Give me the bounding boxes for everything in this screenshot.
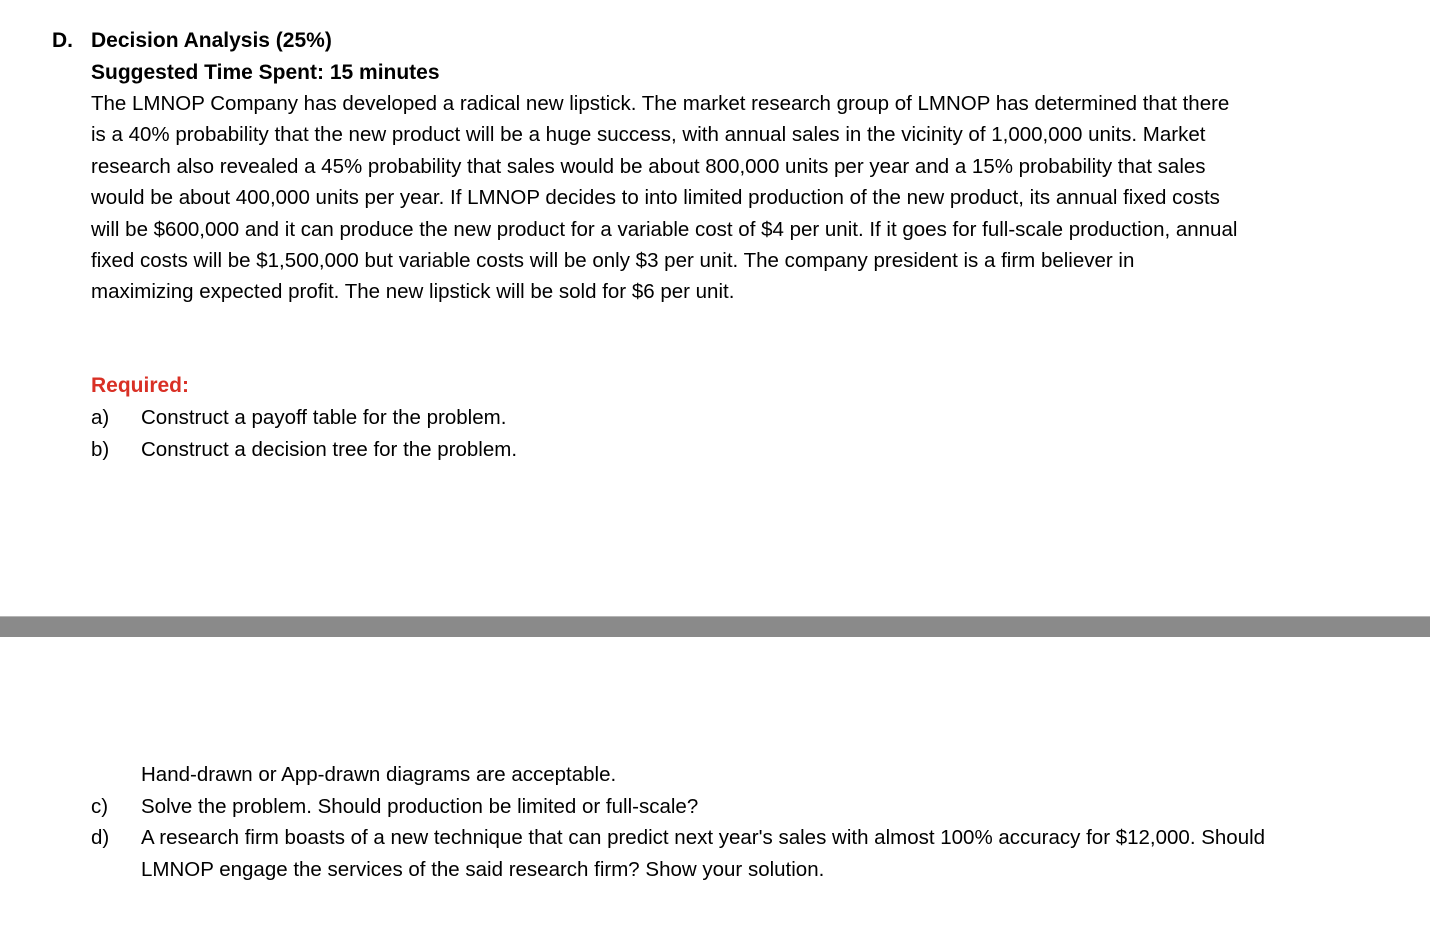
item-marker: a) [91, 406, 110, 429]
page-divider [0, 616, 1430, 637]
required-list-top [91, 402, 1291, 465]
suggested-time [91, 58, 1241, 88]
item-marker: d) [91, 826, 110, 849]
required-label: Required: [91, 374, 190, 397]
required-list-bottom [91, 759, 1291, 885]
section-heading [52, 27, 332, 55]
section-letter: D. [52, 29, 73, 52]
diagram-note: Hand-drawn or App-drawn diagrams are acceptable. [141, 763, 617, 786]
item-marker: c) [91, 794, 109, 818]
time-value: 15 minutes [329, 61, 440, 84]
item-text: Construct a payoff table for the problem. [141, 406, 507, 429]
list-item [91, 791, 1291, 823]
item-text: Construct a decision tree for the problem. [141, 437, 518, 461]
note-line [91, 759, 1291, 791]
time-label: Suggested Time Spent: [91, 61, 324, 84]
item-text: A research firm boasts of a new technique that can predict next year's sales with almost 100% accuracy for $12,000. Should LMNOP engage the services of the said research firm? Show your solution. [141, 826, 1266, 881]
problem-body [91, 58, 1241, 308]
problem-paragraph: The LMNOP Company has developed a radical new lipstick. The market research group of LMNOP has determined that there is a 40% probability that the new product will be a huge success, with annual sales in the vicinity of 1,000,000 units. Market research also revealed a 45% probability that sales would be about 800,000 units per year and a 15% probability that sales would be about 400,000 units per year. If LMNOP decides to into limited production of the new product, its annual fixed costs will be $600,000 and it can produce the new product for a variable cost of $4 per unit. If it goes for full-scale production, annual fixed costs will be $1,500,000 but variable costs will be only $3 per unit. The company president is a firm believer in maximizing expected profit. The new lipstick will be sold for $6 per unit. [91, 92, 1238, 304]
section-title: Decision Analysis (25%) [91, 29, 332, 52]
list-item [91, 434, 1291, 466]
item-marker: b) [91, 437, 110, 461]
item-text: Solve the problem. Should production be limited or full-scale? [141, 794, 699, 818]
list-item [91, 402, 1291, 434]
list-item [91, 822, 1291, 885]
